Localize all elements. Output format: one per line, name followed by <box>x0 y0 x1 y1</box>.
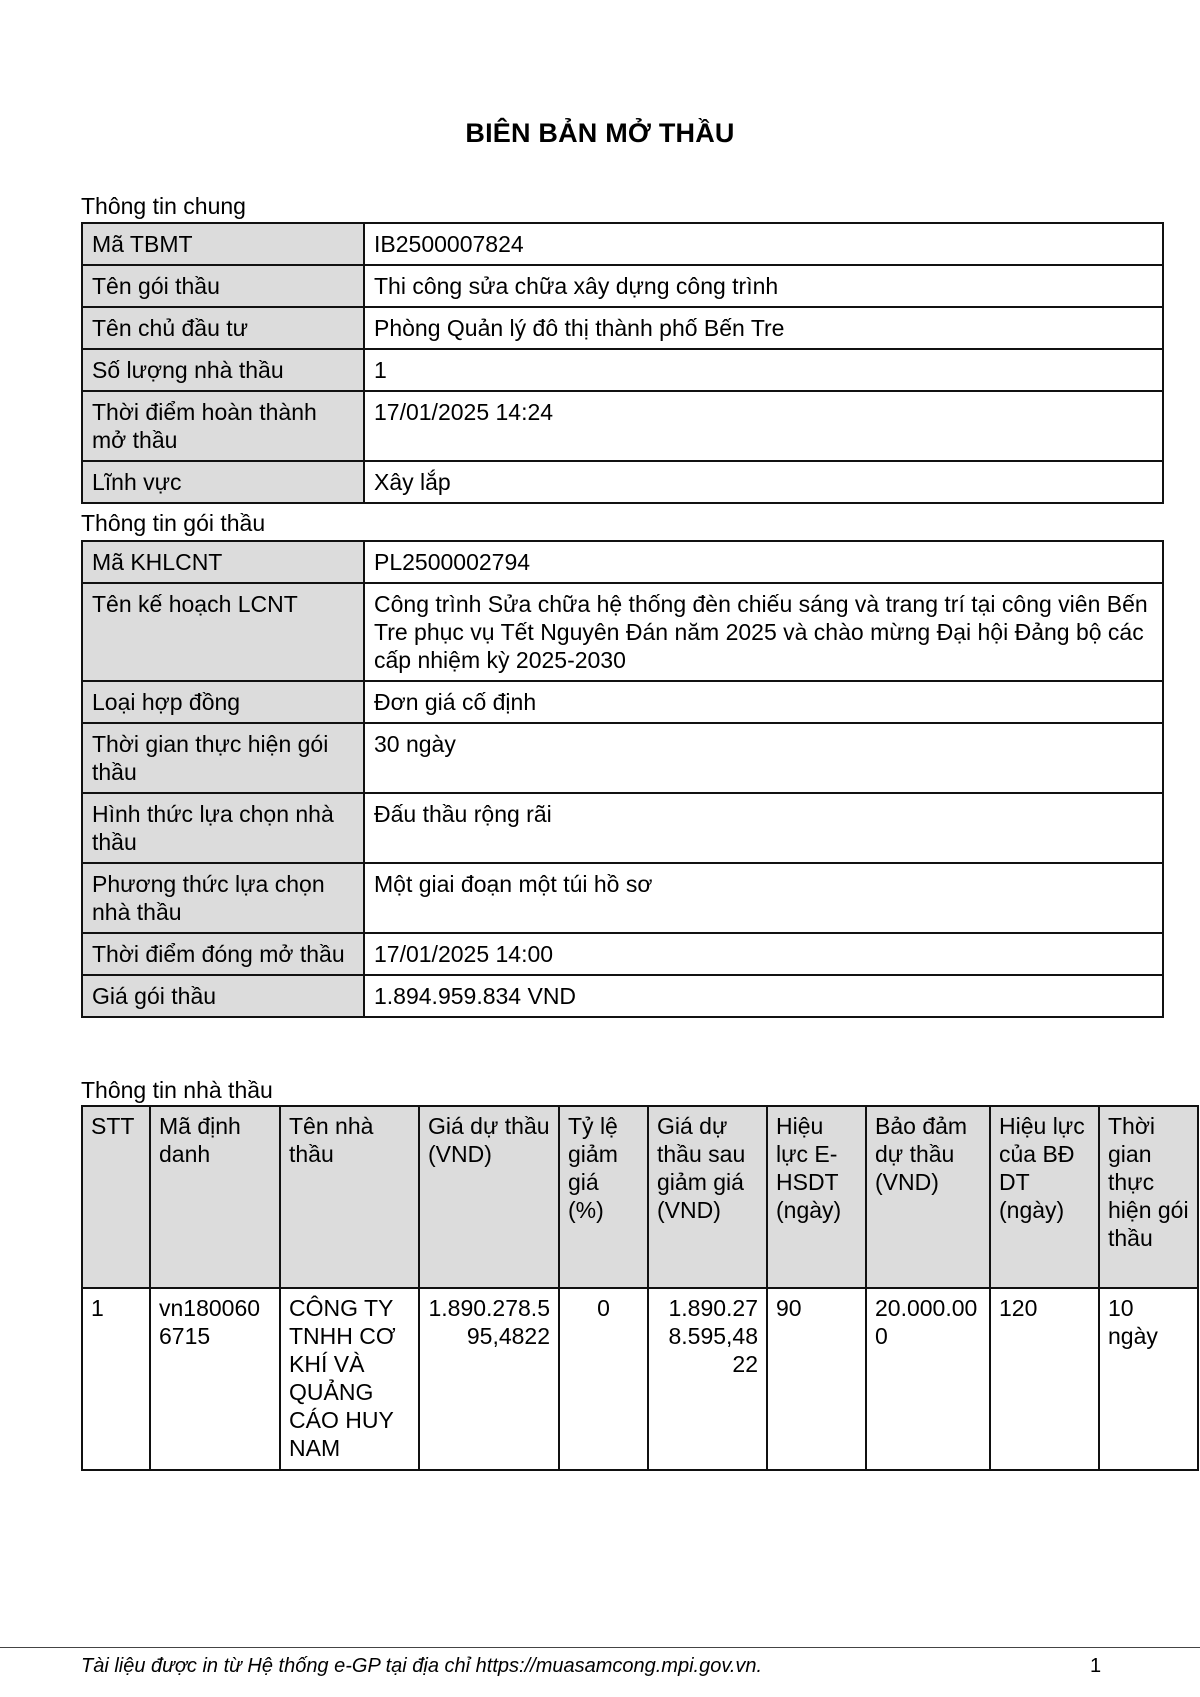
table-row <box>82 307 1163 349</box>
column-header: Giá dự thầu sau giảm giá (VND) <box>648 1106 767 1288</box>
table-header-row <box>82 1106 1198 1288</box>
table-row <box>82 265 1163 307</box>
column-header: Hiệu lực E-HSDT (ngày) <box>767 1106 866 1288</box>
field-value: Một giai đoạn một túi hồ sơ <box>364 863 1163 933</box>
footer-text: Tài liệu được in từ Hệ thống e-GP tại địa chỉ https://muasamcong.mpi.gov.vn. <box>81 1655 763 1677</box>
cell-bidder-name: CÔNG TY TNHH CƠ KHÍ VÀ QUẢNG CÁO HUY NAM <box>280 1288 419 1470</box>
field-label: Giá gói thầu <box>82 975 364 1017</box>
field-value: Đấu thầu rộng rãi <box>364 793 1163 863</box>
document-title: BIÊN BẢN MỞ THẦU <box>465 118 735 148</box>
cell-guarantee: 20.000.000 <box>866 1288 990 1470</box>
field-label: Thời điểm hoàn thành mở thầu <box>82 391 364 461</box>
field-value: Đơn giá cố định <box>364 681 1163 723</box>
package-info-label: Thông tin gói thầu <box>81 510 266 536</box>
cell-bid-price: 1.890.278.595,4822 <box>419 1288 559 1470</box>
table-row <box>82 1288 1198 1470</box>
column-header: Hiệu lực của BĐ DT (ngày) <box>990 1106 1099 1288</box>
field-label: Lĩnh vực <box>82 461 364 503</box>
bidder-info-label: Thông tin nhà thầu <box>81 1077 273 1103</box>
field-value: 30 ngày <box>364 723 1163 793</box>
cell-validity: 90 <box>767 1288 866 1470</box>
footer-divider <box>0 1647 1200 1648</box>
column-header: Giá dự thầu (VND) <box>419 1106 559 1288</box>
column-header: Tên nhà thầu <box>280 1106 419 1288</box>
table-row <box>82 349 1163 391</box>
field-value: Phòng Quản lý đô thị thành phố Bến Tre <box>364 307 1163 349</box>
table-row <box>82 681 1163 723</box>
table-row <box>82 391 1163 461</box>
cell-price-after-discount: 1.890.278.595,4822 <box>648 1288 767 1470</box>
field-label: Thời điểm đóng mở thầu <box>82 933 364 975</box>
table-row <box>82 541 1163 583</box>
general-info-label: Thông tin chung <box>81 193 246 219</box>
table-row <box>82 223 1163 265</box>
field-value: 17/01/2025 14:24 <box>364 391 1163 461</box>
column-header: Thời gian thực hiện gói thầu <box>1099 1106 1198 1288</box>
table-row <box>82 793 1163 863</box>
field-label: Hình thức lựa chọn nhà thầu <box>82 793 364 863</box>
general-info-table <box>81 222 1164 504</box>
package-info-table <box>81 540 1164 1018</box>
column-header: Mã định danh <box>150 1106 280 1288</box>
field-label: Tên kế hoạch LCNT <box>82 583 364 681</box>
field-label: Mã TBMT <box>82 223 364 265</box>
field-label: Tên gói thầu <box>82 265 364 307</box>
table-row <box>82 583 1163 681</box>
cell-stt: 1 <box>82 1288 150 1470</box>
table-row <box>82 723 1163 793</box>
field-value: 1.894.959.834 VND <box>364 975 1163 1017</box>
field-label: Phương thức lựa chọn nhà thầu <box>82 863 364 933</box>
table-row <box>82 933 1163 975</box>
field-label: Mã KHLCNT <box>82 541 364 583</box>
field-value: 1 <box>364 349 1163 391</box>
field-value: Công trình Sửa chữa hệ thống đèn chiếu sáng và trang trí tại công viên Bến Tre phục vụ Tết Nguyên Đán năm 2025 và chào mừng Đại hội Đảng bộ các cấp nhiệm kỳ 2025-2030 <box>364 583 1163 681</box>
table-row <box>82 975 1163 1017</box>
page-number: 1 <box>1090 1655 1102 1677</box>
cell-guarantee-validity: 120 <box>990 1288 1099 1470</box>
column-header: Bảo đảm dự thầu (VND) <box>866 1106 990 1288</box>
field-value: Thi công sửa chữa xây dựng công trình <box>364 265 1163 307</box>
field-value: PL2500002794 <box>364 541 1163 583</box>
column-header: Tỷ lệ giảm giá (%) <box>559 1106 648 1288</box>
field-value: IB2500007824 <box>364 223 1163 265</box>
bidder-table <box>81 1105 1199 1471</box>
field-label: Thời gian thực hiện gói thầu <box>82 723 364 793</box>
field-label: Tên chủ đầu tư <box>82 307 364 349</box>
cell-discount: 0 <box>559 1288 648 1470</box>
field-label: Loại hợp đồng <box>82 681 364 723</box>
table-row <box>82 461 1163 503</box>
cell-id: vn1800606715 <box>150 1288 280 1470</box>
table-row <box>82 863 1163 933</box>
field-value: 17/01/2025 14:00 <box>364 933 1163 975</box>
column-header: STT <box>82 1106 150 1288</box>
cell-duration: 10 ngày <box>1099 1288 1198 1470</box>
field-value: Xây lắp <box>364 461 1163 503</box>
field-label: Số lượng nhà thầu <box>82 349 364 391</box>
